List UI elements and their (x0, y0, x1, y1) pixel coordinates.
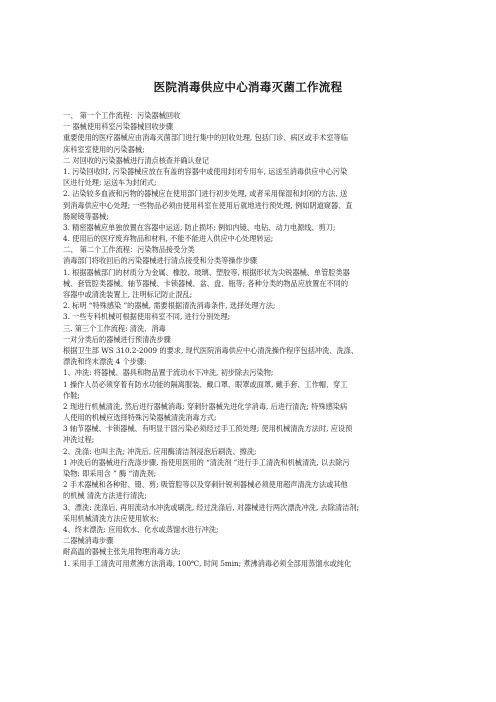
text-line: 消毒部门将收回后的污染器械进行清点接受和分类等操作步骤 (63, 256, 258, 266)
text-line: 1. 采用手工清洗可用煮沸方法消毒, 100℃, 时间 5min; 煮沸消毒必须全部用蒸馏水或纯化 (63, 558, 352, 568)
text-line: 1. 污染回收时, 污染器械应放在有盖的容器中或使用封闭专用车, 运送至消毒供应中心污染 (63, 166, 348, 176)
text-line: 4. 使用后的医疗废弃物品和材料, 不能不能进入供应中心处理转运; (63, 234, 274, 244)
text-line: 1 操作人员必须穿着有防水功能的隔离服装、戴口罩、眼罩或面罩, 戴手套、工作帽、穿工 (63, 379, 348, 389)
text-line: 2. 标明 “特殊感染 ”的器械, 需要根据清洗消毒条件, 选择处理方法; (63, 301, 276, 311)
text-line: 3. 一些专科机械可根据使用科室不同, 进行分别处理; (63, 312, 231, 322)
text-line: 械、套管腔类器械、轴节器械、卡锁器械、盆、盘、瓶等; 各种分类的物品应放置在不同的 (63, 278, 349, 288)
text-line: 人使用的机械应选择特殊污染器械清洗消毒方式; (63, 413, 217, 423)
text-line: 采用机械清洗方法应使用软水; (63, 513, 159, 523)
text-line: 1、冲洗: 将器械、器具和物品置于流动水下冲洗, 初步除去污染物; (63, 368, 274, 378)
text-line: 冲洗过程; (63, 435, 95, 445)
document-title: 医院消毒供应中心消毒灭菌工作流程 (153, 80, 343, 94)
text-line: 一、 第一个工作流程：污染器械回收 (63, 111, 181, 120)
text-line: 的机械 清洗方法进行清洗; (63, 491, 147, 501)
text-line: 一 器械使用科室污染器械回收步骤 (63, 122, 174, 132)
text-line: 1 冲洗后的器械进行洗涤步骤, 指使用医用的 “清洗剂 ”进行手工清洗和机械清洗, 以去除污 (63, 457, 350, 467)
text-line: 一对分类后的器械进行预清洗步骤 (63, 334, 171, 344)
text-line: 染物; 即采用含 ” 酶 “清洗剂; (63, 469, 157, 478)
text-line: 3 轴节器械、卡锁器械、有明显干固污染必须经过手工预处理; 使用机械清洗方法时, 应设预 (63, 424, 353, 434)
text-line: 根据卫生部 WS 310.2-2009 的要求, 现代医院消毒供应中心清洗操作程序包括冲洗、洗涤、 (63, 345, 359, 355)
text-line: 二 对回收的污染器械进行清点核查并确认登记 (63, 155, 210, 165)
document-body (63, 110, 435, 569)
text-line: 漂洗和终末漂洗 4 个步骤: (63, 357, 147, 367)
text-line: 到消毒供应中心处理; 一些物品必须由使用科室在使用后就地进行预处理, 例如阴道窥器、直 (63, 200, 353, 210)
text-line: 2 现进行机械清洗, 然后进行器械消毒; 穿刺针器械先进化学消毒, 后进行清洗; 特殊感染病 (63, 401, 348, 411)
text-line: 2. 沾染较多血液和污物的器械应在使用部门进行初步处理, 或者采用保湿和封闭的方法, 送 (63, 189, 348, 199)
text-line: 区进行处理; 运送车为封闭式; (63, 178, 157, 188)
text-line: 二器械消毒步骤 (63, 536, 114, 546)
text-line: 2、洗涤: 也叫主洗; 冲洗后, 应用酶清洁剂浸泡后刷洗、擦洗; (63, 446, 257, 456)
text-line: 3、漂洗: 洗涤后, 再用流动水冲洗或刷洗, 经过洗涤后, 对器械进行两次漂洗冲洗, 去除清洁剂; (63, 502, 359, 512)
text-line: 容器中或清洗装置上, 注明标记防止混乱; (63, 290, 193, 299)
text-line: 二、 第二个工作流程：污染物品接受分类 (63, 245, 195, 255)
text-line: 作鞋; (63, 390, 80, 400)
text-line: 2 手术器械和各种钳、镊、剪; 吸管腔等以及穿刺针锐利器械必须使用超声清洗方法或其他 (63, 480, 348, 490)
text-line: 床科室室使用的污染器械; (63, 144, 145, 154)
text-line: 4、终末漂洗: 应用软水、化水或蒸馏水进行冲洗; (63, 524, 219, 534)
text-line: 三. 第三个工作流程: 清洗、消毒 (63, 323, 166, 333)
text-line: 重要使用的医疗器械应由消毒灭菌部门进行集中的回收处理, 包括门诊、病区或手术室等临 (63, 133, 348, 143)
text-line: 1. 根据器械部门的材质分为金属、橡胶、玻璃、塑胶等, 根据形状为尖锐器械、单管腔类器 (63, 267, 350, 277)
text-line: 肠窥镜等器械; (63, 211, 109, 221)
text-line: 3. 精密器械应单独放置在容器中运送, 防止损坏; 例如内镜、电钻、动力电源线、剪刀; (63, 222, 336, 232)
text-line: 耐高温的器械主张先用物理消毒方法; (63, 547, 181, 557)
